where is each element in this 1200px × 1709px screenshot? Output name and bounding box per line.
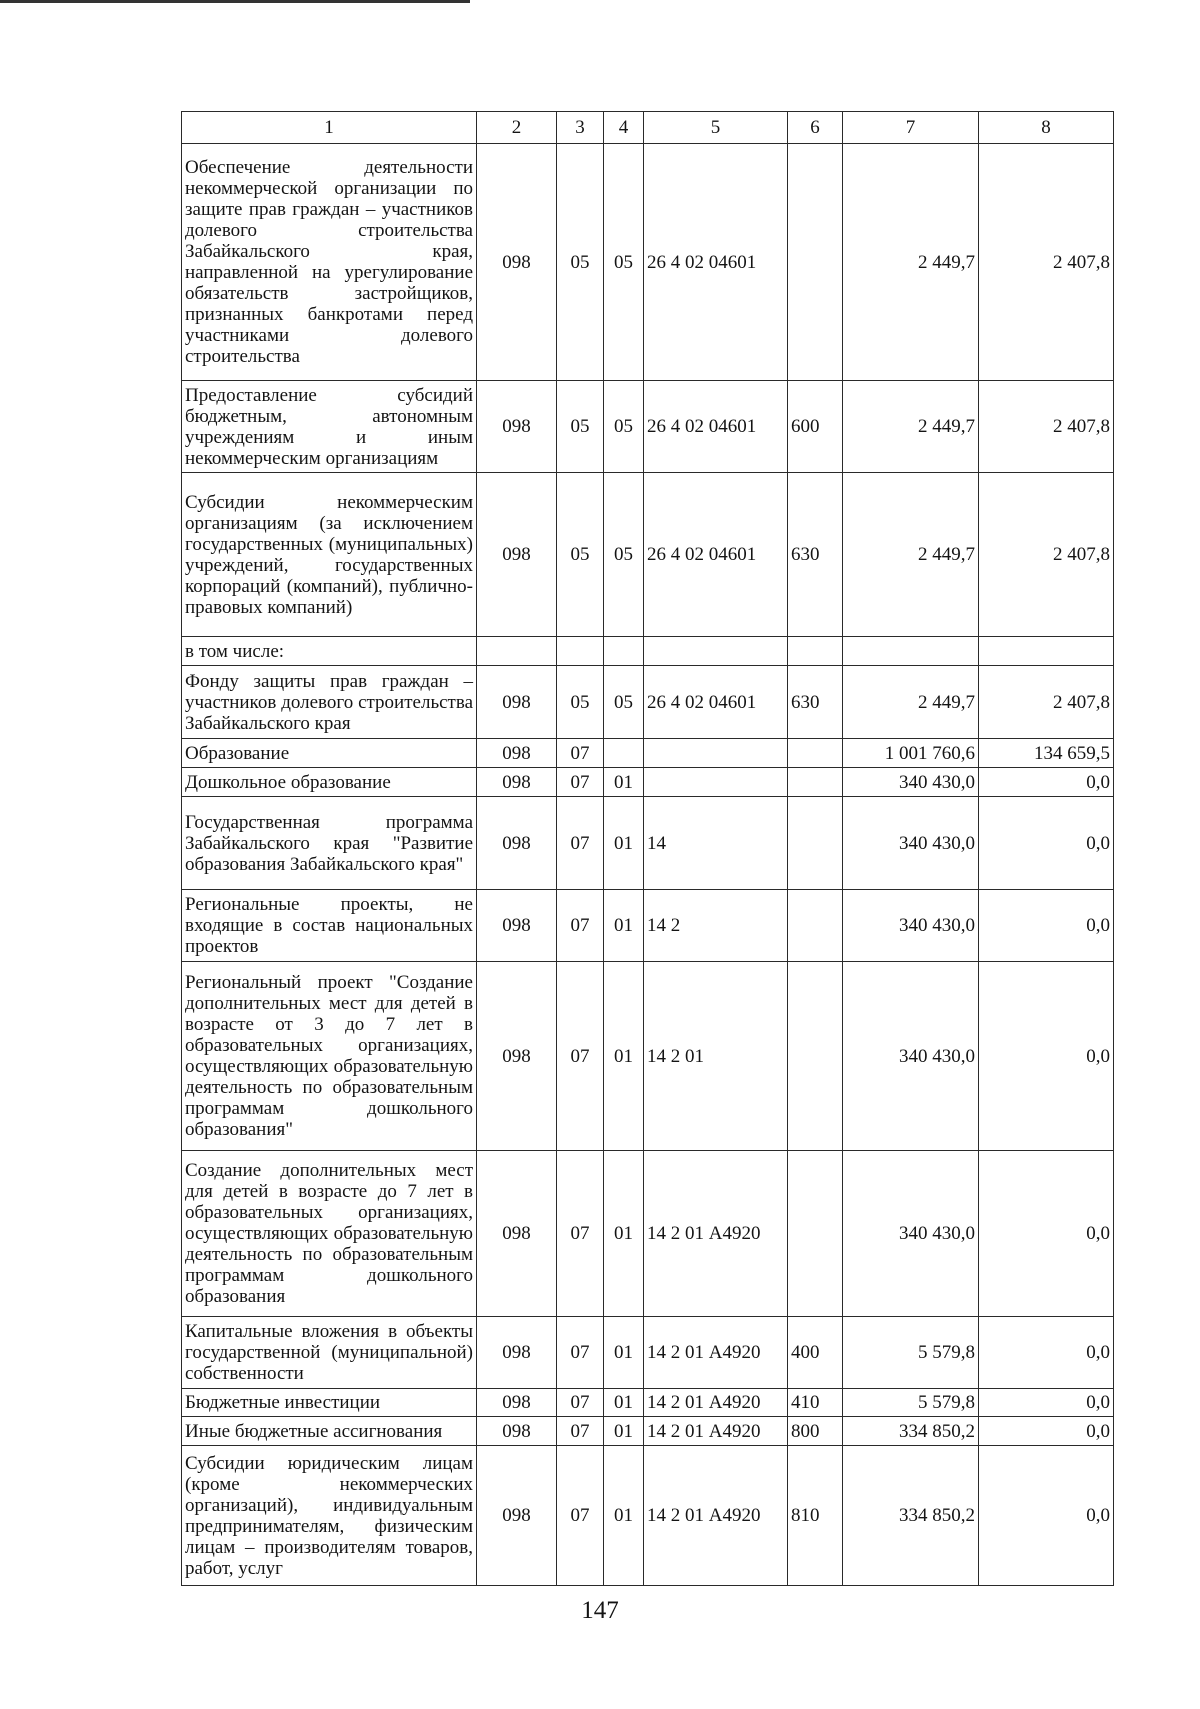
table-row — [182, 381, 1114, 473]
cell-code-6: 630 — [788, 473, 843, 637]
cell-code-6: 800 — [788, 1417, 843, 1446]
cell-code-5: 14 2 01 — [644, 962, 788, 1151]
cell-code-3: 07 — [557, 797, 604, 890]
cell-code-4: 01 — [604, 1151, 644, 1317]
cell-code-6: 600 — [788, 381, 843, 473]
column-header: 8 — [979, 112, 1114, 144]
column-header: 4 — [604, 112, 644, 144]
cell-code-2: 098 — [477, 381, 557, 473]
cell-code-6 — [788, 797, 843, 890]
cell-code-4: 01 — [604, 962, 644, 1151]
table-row — [182, 1446, 1114, 1586]
row-name: Образование — [182, 739, 477, 768]
cell-code-5: 14 2 01 А4920 — [644, 1389, 788, 1417]
cell-amount-8: 0,0 — [979, 768, 1114, 797]
row-name: Региональный проект "Создание дополнительных мест для детей в возрасте от 3 до 7 лет в образовательных организациях, осуществляющих образовательную деятельность по образовательным программам дошкольного образования" — [182, 962, 477, 1151]
cell-code-3: 07 — [557, 962, 604, 1151]
table-header-row — [182, 112, 1114, 144]
cell-code-2: 098 — [477, 1446, 557, 1586]
cell-code-3: 05 — [557, 381, 604, 473]
cell-code-4: 01 — [604, 768, 644, 797]
cell-code-4: 05 — [604, 473, 644, 637]
column-header: 5 — [644, 112, 788, 144]
cell-code-6: 630 — [788, 666, 843, 739]
cell-amount-8: 0,0 — [979, 797, 1114, 890]
cell-code-3: 05 — [557, 666, 604, 739]
table-row — [182, 1389, 1114, 1417]
cell-amount-8: 2 407,8 — [979, 381, 1114, 473]
cell-amount-8: 0,0 — [979, 1151, 1114, 1317]
row-name: Региональные проекты, не входящие в состав национальных проектов — [182, 890, 477, 962]
row-name: Бюджетные инвестиции — [182, 1389, 477, 1417]
cell-amount-7: 340 430,0 — [843, 768, 979, 797]
cell-amount-8: 0,0 — [979, 1446, 1114, 1586]
cell-code-4: 05 — [604, 666, 644, 739]
table-row — [182, 890, 1114, 962]
table-row — [182, 473, 1114, 637]
column-header: 6 — [788, 112, 843, 144]
cell-code-2: 098 — [477, 739, 557, 768]
column-header: 2 — [477, 112, 557, 144]
table-row — [182, 666, 1114, 739]
cell-code-3: 07 — [557, 890, 604, 962]
cell-code-2: 098 — [477, 768, 557, 797]
row-name: Капитальные вложения в объекты государственной (муниципальной) собственности — [182, 1317, 477, 1389]
cell-code-6 — [788, 144, 843, 381]
cell-code-4: 01 — [604, 797, 644, 890]
cell-code-4: 01 — [604, 1317, 644, 1389]
cell-amount-7: 334 850,2 — [843, 1417, 979, 1446]
cell-code-5 — [644, 739, 788, 768]
cell-code-5: 14 2 — [644, 890, 788, 962]
cell-amount-8: 0,0 — [979, 962, 1114, 1151]
cell-code-5: 26 4 02 04601 — [644, 381, 788, 473]
cell-amount-8: 2 407,8 — [979, 666, 1114, 739]
cell-amount-8: 0,0 — [979, 1389, 1114, 1417]
cell-code-5: 26 4 02 04601 — [644, 473, 788, 637]
row-name: Предоставление субсидий бюджетным, автономным учреждениям и иным некоммерческим организациям — [182, 381, 477, 473]
cell-code-4: 05 — [604, 144, 644, 381]
cell-amount-8 — [979, 637, 1114, 666]
cell-code-2 — [477, 637, 557, 666]
cell-amount-8: 2 407,8 — [979, 473, 1114, 637]
cell-code-5: 26 4 02 04601 — [644, 144, 788, 381]
cell-amount-7: 340 430,0 — [843, 1151, 979, 1317]
cell-code-6 — [788, 890, 843, 962]
row-name: Создание дополнительных мест для детей в возрасте до 7 лет в образовательных организациях, осуществляющих образовательную деятельность по образовательным программам дошкольного образования — [182, 1151, 477, 1317]
row-name: в том числе: — [182, 637, 477, 666]
cell-code-3: 07 — [557, 1417, 604, 1446]
row-name: Обеспечение деятельности некоммерческой организации по защите прав граждан – участников долевого строительства Забайкальского края, направленной на урегулирование обязательств застройщиков, признанных банкротами перед участниками долевого строительства — [182, 144, 477, 381]
cell-code-5 — [644, 768, 788, 797]
cell-code-2: 098 — [477, 797, 557, 890]
cell-code-3: 07 — [557, 1446, 604, 1586]
cell-code-5: 26 4 02 04601 — [644, 666, 788, 739]
column-header: 1 — [182, 112, 477, 144]
cell-code-3: 05 — [557, 473, 604, 637]
cell-amount-8: 0,0 — [979, 1317, 1114, 1389]
table-row — [182, 1417, 1114, 1446]
cell-amount-7: 5 579,8 — [843, 1389, 979, 1417]
cell-amount-7: 2 449,7 — [843, 144, 979, 381]
cell-code-5: 14 2 01 А4920 — [644, 1417, 788, 1446]
table-row — [182, 739, 1114, 768]
cell-code-6 — [788, 768, 843, 797]
table-row — [182, 637, 1114, 666]
cell-code-2: 098 — [477, 890, 557, 962]
cell-code-6 — [788, 962, 843, 1151]
cell-code-2: 098 — [477, 144, 557, 381]
cell-code-4 — [604, 637, 644, 666]
cell-amount-8: 0,0 — [979, 890, 1114, 962]
cell-code-4 — [604, 739, 644, 768]
cell-code-6: 810 — [788, 1446, 843, 1586]
cell-code-3: 07 — [557, 739, 604, 768]
cell-amount-7: 1 001 760,6 — [843, 739, 979, 768]
table-row — [182, 1317, 1114, 1389]
cell-code-4: 05 — [604, 381, 644, 473]
cell-code-2: 098 — [477, 962, 557, 1151]
cell-code-3: 07 — [557, 1151, 604, 1317]
cell-code-5 — [644, 637, 788, 666]
cell-code-6: 410 — [788, 1389, 843, 1417]
table-row — [182, 144, 1114, 381]
cell-amount-7: 340 430,0 — [843, 797, 979, 890]
cell-code-2: 098 — [477, 1389, 557, 1417]
cell-amount-7: 334 850,2 — [843, 1446, 979, 1586]
cell-amount-7: 340 430,0 — [843, 962, 979, 1151]
cell-code-5: 14 — [644, 797, 788, 890]
cell-amount-8: 134 659,5 — [979, 739, 1114, 768]
row-name: Фонду защиты прав граждан – участников долевого строительства Забайкальского края — [182, 666, 477, 739]
cell-amount-8: 2 407,8 — [979, 144, 1114, 381]
cell-code-3 — [557, 637, 604, 666]
cell-code-3: 07 — [557, 1317, 604, 1389]
cell-code-2: 098 — [477, 1317, 557, 1389]
cell-code-4: 01 — [604, 1389, 644, 1417]
cell-code-6 — [788, 739, 843, 768]
cell-amount-7: 340 430,0 — [843, 890, 979, 962]
cell-amount-7: 2 449,7 — [843, 381, 979, 473]
cell-amount-7: 2 449,7 — [843, 666, 979, 739]
table-row — [182, 1151, 1114, 1317]
cell-code-4: 01 — [604, 1446, 644, 1586]
table-row — [182, 768, 1114, 797]
cell-code-3: 05 — [557, 144, 604, 381]
row-name: Дошкольное образование — [182, 768, 477, 797]
table-row — [182, 797, 1114, 890]
page-number: 147 — [581, 1597, 619, 1624]
cell-code-2: 098 — [477, 1151, 557, 1317]
column-header: 3 — [557, 112, 604, 144]
cell-code-3: 07 — [557, 1389, 604, 1417]
cell-code-6 — [788, 1151, 843, 1317]
row-name: Субсидии некоммерческим организациям (за исключением государственных (муниципальных) учреждений, государственных корпораций (компаний), публично-правовых компаний) — [182, 473, 477, 637]
row-name: Иные бюджетные ассигнования — [182, 1417, 477, 1446]
cell-code-4: 01 — [604, 1417, 644, 1446]
cell-amount-7: 2 449,7 — [843, 473, 979, 637]
scan-edge-line — [0, 0, 470, 3]
cell-code-4: 01 — [604, 890, 644, 962]
cell-code-2: 098 — [477, 666, 557, 739]
cell-code-2: 098 — [477, 473, 557, 637]
cell-code-5: 14 2 01 А4920 — [644, 1446, 788, 1586]
cell-code-6: 400 — [788, 1317, 843, 1389]
table-row — [182, 962, 1114, 1151]
cell-code-5: 14 2 01 А4920 — [644, 1151, 788, 1317]
row-name: Государственная программа Забайкальского края "Развитие образования Забайкальского края" — [182, 797, 477, 890]
cell-amount-7 — [843, 637, 979, 666]
row-name: Субсидии юридическим лицам (кроме некоммерческих организаций), индивидуальным предпринимателям, физическим лицам – производителям товаров, работ, услуг — [182, 1446, 477, 1586]
cell-code-3: 07 — [557, 768, 604, 797]
cell-code-2: 098 — [477, 1417, 557, 1446]
cell-code-5: 14 2 01 А4920 — [644, 1317, 788, 1389]
cell-amount-8: 0,0 — [979, 1417, 1114, 1446]
cell-code-6 — [788, 637, 843, 666]
budget-table — [181, 111, 1114, 1586]
column-header: 7 — [843, 112, 979, 144]
cell-amount-7: 5 579,8 — [843, 1317, 979, 1389]
